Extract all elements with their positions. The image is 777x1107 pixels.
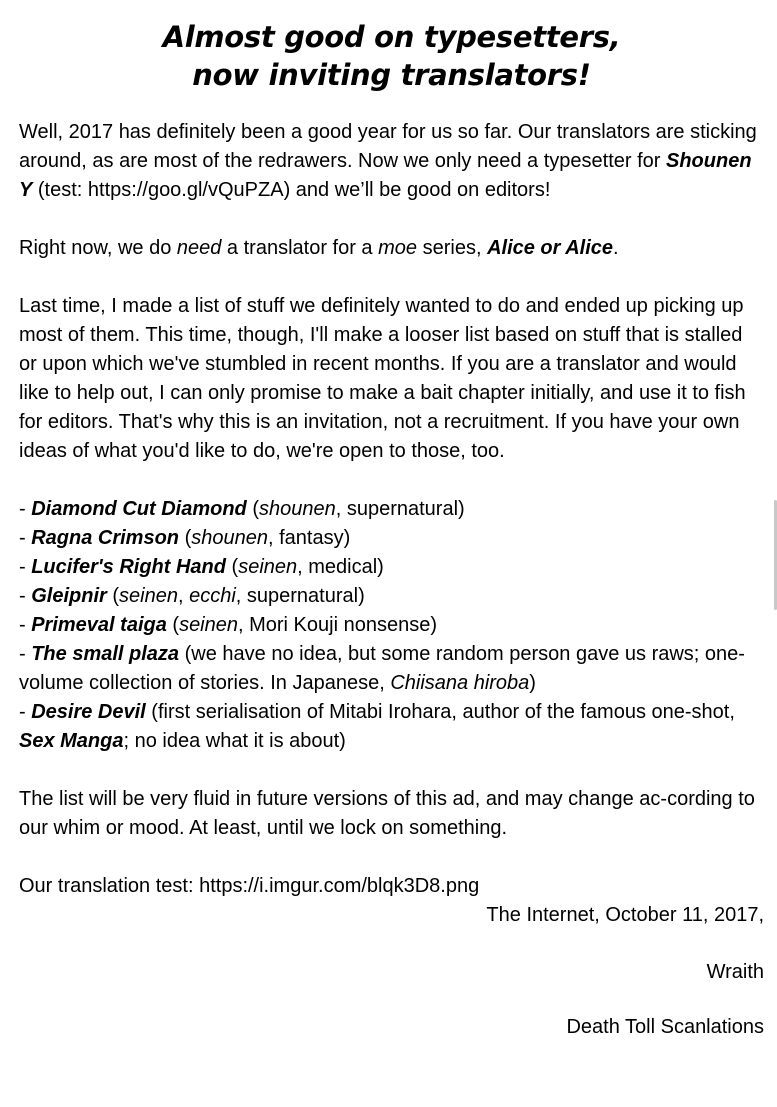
body-text bbox=[19, 118, 764, 1040]
paragraph-intro: Well, 2017 has definitely been a good year for us so far. Our translators are sticking around, as are most of the redrawers. Now we only need a typesetter for Shounen Y (test: https://goo.gl/vQuPZA) and we’ll be good on editors! bbox=[19, 121, 757, 201]
series-shounen-y: Shounen Y bbox=[19, 150, 752, 201]
paragraph-list-intro: Last time, I made a list of stuff we definitely wanted to do and ended up picking up most of them. This time, though, I'll make a looser list based on stuff that is stalled or upon which we've stumbled in recent months. If you are a translator and would like to help out, I can only promise to make a bait chapter initially, and use it to fish for editors. That's why this is an invitation, not a recruitment. If you have your own ideas of what you'd like to do, we're open to those, too. bbox=[19, 295, 746, 462]
paragraph-test-link: Our translation test: https://i.imgur.com/blqk3D8.png bbox=[19, 875, 480, 897]
list-item: - The small plaza (we have no idea, but some random person gave us raws; one-volume collection of stories. In Japanese, Chiisana hiroba) bbox=[19, 643, 745, 694]
signature: Wraith bbox=[706, 961, 764, 983]
list-item: - Diamond Cut Diamond (shounen, supernatural) bbox=[19, 498, 465, 520]
list-item: - Lucifer's Right Hand (seinen, medical) bbox=[19, 556, 384, 578]
list-item: - Primeval taiga (seinen, Mori Kouji nonsense) bbox=[19, 614, 437, 636]
paragraph-need: Right now, we do need a translator for a moe series, Alice or Alice. bbox=[19, 237, 619, 259]
title-line-2: now inviting translators! bbox=[192, 58, 591, 92]
series-alice-or-alice: Alice or Alice bbox=[487, 237, 614, 259]
group-name: Death Toll Scanlations bbox=[566, 1016, 764, 1038]
list-item: - Desire Devil (first serialisation of Mitabi Irohara, author of the famous one-shot, Sex Manga; no idea what it is about) bbox=[19, 701, 735, 752]
series-list bbox=[19, 495, 764, 756]
page-title bbox=[19, 18, 764, 94]
date-line: The Internet, October 11, 2017, bbox=[486, 904, 764, 926]
list-item: - Ragna Crimson (shounen, fantasy) bbox=[19, 527, 351, 549]
title-line-1: Almost good on typesetters, bbox=[162, 20, 621, 54]
document-page bbox=[19, 18, 764, 1069]
paragraph-fluid: The list will be very fluid in future versions of this ad, and may change ac-cording to our whim or mood. At least, until we lock on something. bbox=[19, 788, 755, 839]
list-item: - Gleipnir (seinen, ecchi, supernatural) bbox=[19, 585, 365, 607]
